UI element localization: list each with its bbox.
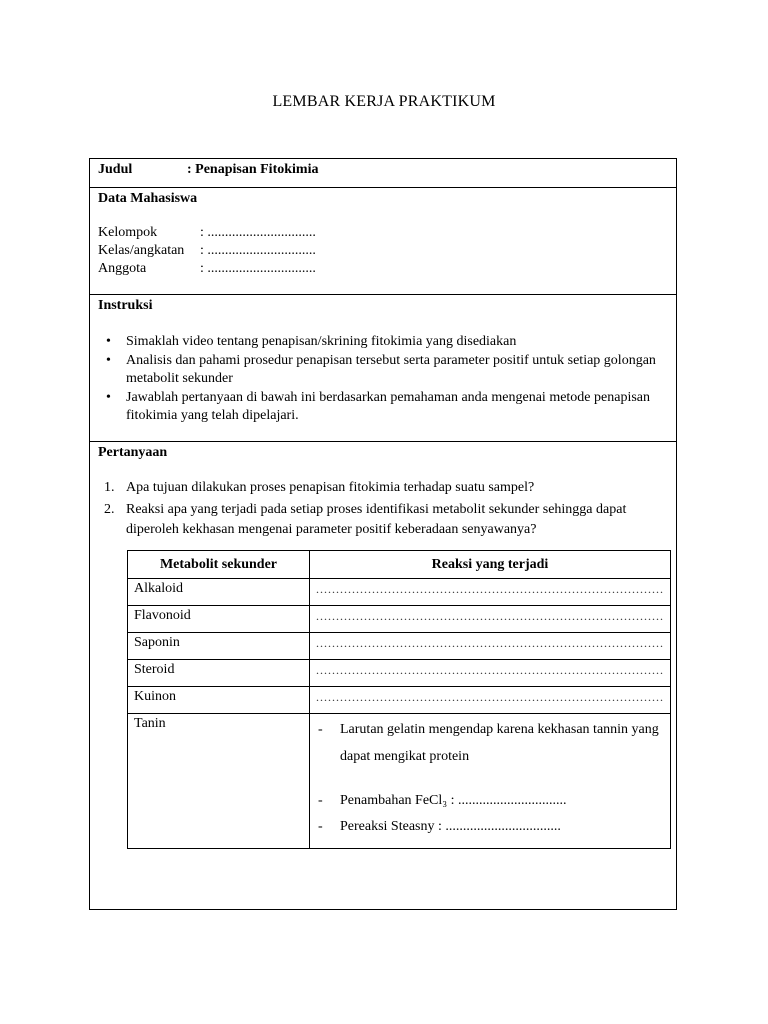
reaksi-blank: ....................................................................................... bbox=[316, 636, 664, 650]
instruksi-list bbox=[106, 333, 666, 426]
kelompok-label: Kelompok bbox=[98, 225, 158, 240]
reaksi-field[interactable] bbox=[310, 687, 671, 714]
instruksi-item: • Simaklah video tentang penapisan/skrining fitokimia yang disediakan bbox=[106, 333, 666, 351]
reaksi-blank: ....................................................................................... bbox=[316, 690, 664, 704]
pertanyaan-heading: Pertanyaan bbox=[98, 445, 168, 460]
dash-marker: - bbox=[318, 722, 323, 737]
dash-marker: - bbox=[318, 793, 323, 808]
tanin-line[interactable] bbox=[316, 788, 664, 814]
tanin-line bbox=[316, 716, 664, 770]
metabolit-name: Flavonoid bbox=[128, 606, 310, 633]
data-mahasiswa-section bbox=[90, 188, 676, 295]
table-row bbox=[128, 633, 671, 660]
question-number: 1. bbox=[104, 480, 115, 495]
tanin-line-text: Larutan gelatin mengendap karena kekhasan tannin yang dapat mengikat protein bbox=[340, 722, 659, 764]
metabolit-name: Tanin bbox=[128, 714, 310, 849]
question-item bbox=[104, 478, 674, 498]
metabolit-name: Alkaloid bbox=[128, 579, 310, 606]
metabolit-name: Steroid bbox=[128, 660, 310, 687]
kelas-label: Kelas/angkatan bbox=[98, 243, 185, 258]
table-row bbox=[128, 687, 671, 714]
reaksi-field[interactable] bbox=[310, 606, 671, 633]
worksheet-frame bbox=[89, 158, 677, 910]
tanin-line-text: Penambahan FeCl₃ : ............................... bbox=[340, 793, 567, 808]
reaksi-blank: ....................................................................................... bbox=[316, 582, 664, 596]
data-mahasiswa-heading: Data Mahasiswa bbox=[98, 191, 198, 206]
tanin-line-text: Pereaksi Steasny : ................................. bbox=[340, 819, 561, 834]
column-header: Reaksi yang terjadi bbox=[310, 551, 671, 579]
metabolit-table bbox=[127, 550, 671, 849]
reaksi-field[interactable] bbox=[310, 660, 671, 687]
metabolit-name: Kuinon bbox=[128, 687, 310, 714]
kelompok-field[interactable]: : ............................... bbox=[200, 225, 316, 240]
anggota-field[interactable]: : ............................... bbox=[200, 261, 316, 276]
reaksi-blank: ....................................................................................... bbox=[316, 609, 664, 623]
judul-value: : Penapisan Fitokimia bbox=[187, 162, 319, 177]
instruksi-item: • Analisis dan pahami prosedur penapisan tersebut serta parameter positif untuk setiap golongan metabolit sekunder bbox=[106, 352, 666, 388]
column-header: Metabolit sekunder bbox=[128, 551, 310, 579]
reaksi-field[interactable] bbox=[310, 579, 671, 606]
table-row bbox=[128, 579, 671, 606]
question-text: Reaksi apa yang terjadi pada setiap proses identifikasi metabolit sekunder sehingga dapat diperoleh kekhasan mengenai parameter positif keberadaan senyawanya? bbox=[126, 502, 627, 537]
tanin-reaksi-cell bbox=[310, 714, 671, 849]
question-number: 2. bbox=[104, 502, 115, 517]
pertanyaan-list bbox=[104, 478, 674, 542]
table-header-row bbox=[128, 551, 671, 579]
table-row bbox=[128, 714, 671, 849]
kelas-field[interactable]: : ............................... bbox=[200, 243, 316, 258]
table-row bbox=[128, 660, 671, 687]
question-text: Apa tujuan dilakukan proses penapisan fitokimia terhadap suatu sampel? bbox=[126, 480, 535, 495]
instruksi-heading: Instruksi bbox=[98, 298, 153, 313]
metabolit-name: Saponin bbox=[128, 633, 310, 660]
instruksi-item: • Jawablah pertanyaan di bawah ini berdasarkan pemahaman anda mengenai metode penapisan fitokimia yang telah dipelajari. bbox=[106, 389, 666, 425]
instruksi-section bbox=[90, 295, 676, 442]
page-title: LEMBAR KERJA PRAKTIKUM bbox=[272, 93, 496, 110]
question-item bbox=[104, 500, 674, 540]
judul-label: Judul bbox=[98, 162, 133, 177]
reaksi-blank: ....................................................................................... bbox=[316, 663, 664, 677]
reaksi-field[interactable] bbox=[310, 633, 671, 660]
judul-section bbox=[90, 159, 676, 188]
dash-marker: - bbox=[318, 819, 323, 834]
pertanyaan-section bbox=[90, 442, 676, 909]
table-row bbox=[128, 606, 671, 633]
tanin-line[interactable] bbox=[316, 814, 664, 840]
anggota-label: Anggota bbox=[98, 261, 147, 276]
